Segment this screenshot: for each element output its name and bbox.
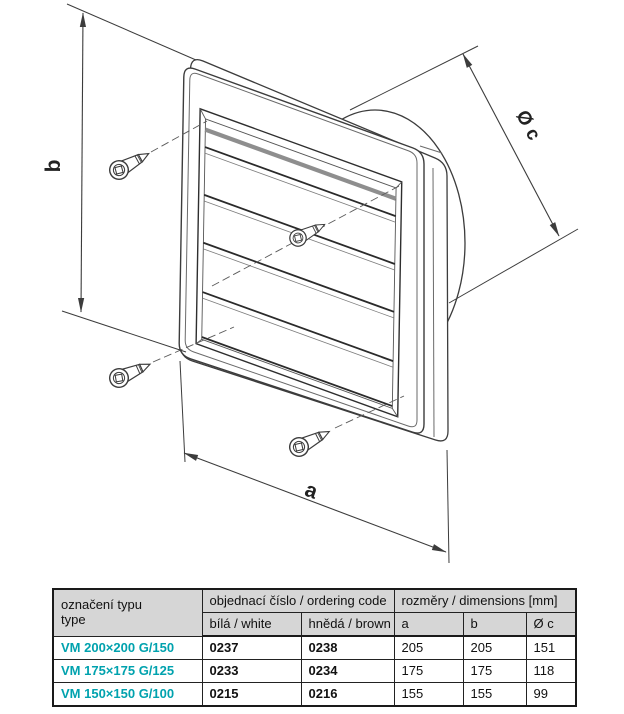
header-type	[53, 589, 202, 636]
header-dimensions: rozměry / dimensions [mm]	[394, 589, 576, 613]
header-dim-c: Ø c	[526, 613, 576, 637]
type-cell: VM 200×200 G/150	[53, 636, 202, 660]
code-brown-cell: 0216	[301, 683, 394, 707]
dimension-a-line	[184, 453, 446, 552]
screw-icon	[106, 145, 153, 182]
code-white-cell: 0233	[202, 660, 301, 683]
dim-c-cell: 99	[526, 683, 576, 707]
screw-icon	[107, 356, 154, 391]
dim-c-cell: 118	[526, 660, 576, 683]
dim-b-cell: 155	[463, 683, 526, 707]
dim-b-cell: 205	[463, 636, 526, 660]
dimension-c-label: Ø c	[511, 106, 545, 144]
type-cell: VM 175×175 G/125	[53, 660, 202, 683]
product-spec-table	[52, 588, 577, 707]
code-brown-cell: 0234	[301, 660, 394, 683]
dim-c-cell: 151	[526, 636, 576, 660]
code-white-cell: 0237	[202, 636, 301, 660]
dim-a-cell: 205	[394, 636, 463, 660]
code-white-cell: 0215	[202, 683, 301, 707]
dim-a-cell: 175	[394, 660, 463, 683]
table-header-row-1	[53, 589, 576, 613]
dimension-a-label: a	[301, 478, 321, 504]
code-brown-cell: 0238	[301, 636, 394, 660]
header-type-line1: označení typu	[61, 597, 142, 613]
header-type-line2: type	[61, 611, 86, 627]
dim-a-cell: 155	[394, 683, 463, 707]
dimension-b-label: b	[42, 159, 65, 173]
dimension-b-line	[81, 13, 83, 312]
dimension-c-line	[463, 54, 559, 236]
header-white: bílá / white	[202, 613, 301, 637]
header-ordering-code: objednací číslo / ordering code	[202, 589, 394, 613]
header-dim-b: b	[463, 613, 526, 637]
table-row	[53, 636, 576, 660]
header-brown: hnědá / brown	[301, 613, 394, 637]
type-cell: VM 150×150 G/100	[53, 683, 202, 707]
header-dim-a: a	[394, 613, 463, 637]
table-row	[53, 660, 576, 683]
screw-icon	[286, 423, 333, 459]
table-row	[53, 683, 576, 707]
dim-b-cell: 175	[463, 660, 526, 683]
